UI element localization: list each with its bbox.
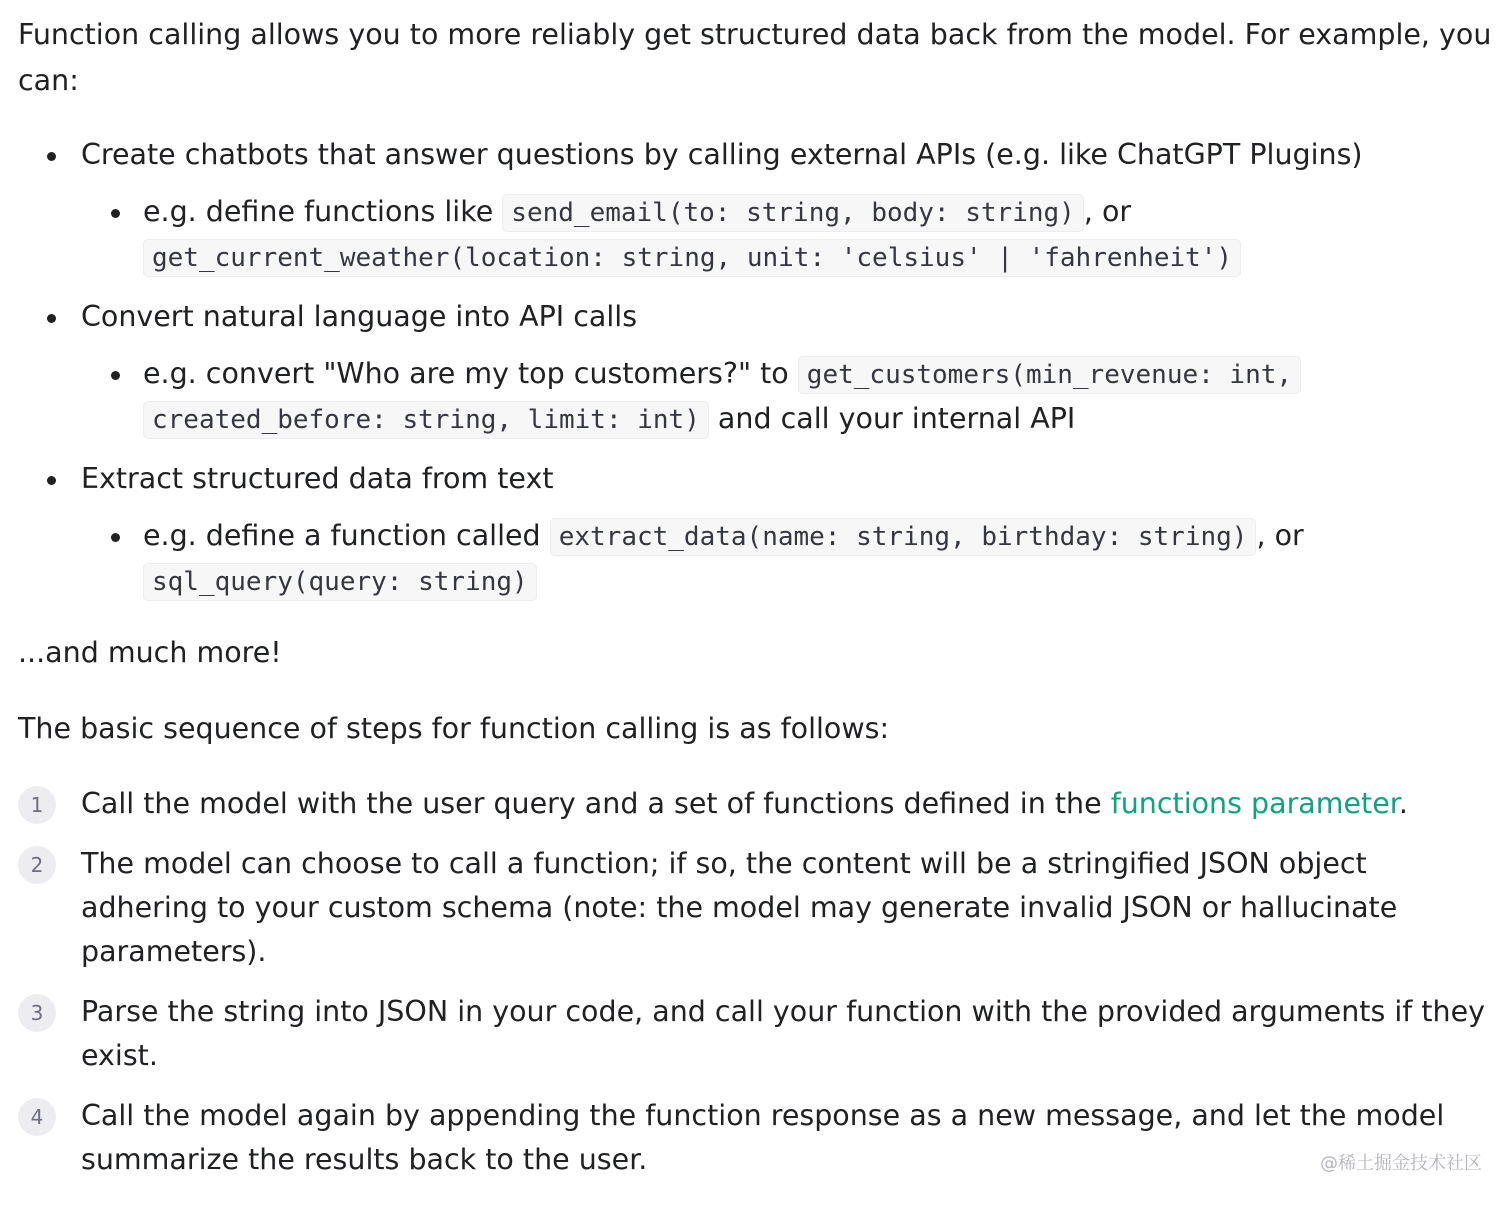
step-text-end: . — [1398, 787, 1408, 820]
step-3 — [18, 990, 1496, 1078]
example-item — [81, 352, 1496, 442]
use-case-label: Convert natural language into API calls — [81, 300, 638, 333]
step-number-badge: 3 — [18, 994, 56, 1032]
example-item — [81, 190, 1496, 280]
step-text: The model can choose to call a function; if so, the content will be a stringified JSON object adhering to your custom schema (note: the model may generate invalid JSON or hallucinate parameters). — [81, 847, 1398, 968]
code-extract-data: extract_data(name: string, birthday: string) — [550, 518, 1257, 556]
intro-paragraph: Function calling allows you to more reliably get structured data back from the model. For example, you can: — [18, 18, 1492, 97]
use-case-extract-data — [18, 456, 1496, 604]
use-case-examples — [81, 352, 1496, 442]
use-case-examples — [81, 514, 1496, 604]
use-case-chatbots — [18, 132, 1496, 280]
example-separator: , or — [1256, 519, 1304, 552]
step-2 — [18, 842, 1496, 974]
steps-list — [18, 782, 1496, 1182]
example-separator: , or — [1083, 195, 1132, 228]
use-case-label: Extract structured data from text — [81, 462, 554, 495]
example-item — [81, 514, 1496, 604]
use-case-api-calls — [18, 294, 1496, 442]
step-number-badge: 1 — [18, 786, 56, 824]
use-case-examples — [81, 190, 1496, 280]
example-prefix: e.g. convert "Who are my top customers?" to — [143, 357, 798, 390]
step-text: Call the model with the user query and a set of functions defined in the — [81, 787, 1111, 820]
and-much-more-text: ...and much more! — [18, 636, 282, 669]
step-1 — [18, 782, 1496, 826]
example-prefix: e.g. define functions like — [143, 195, 503, 228]
functions-parameter-link[interactable]: functions parameter — [1110, 787, 1399, 820]
step-text: Call the model again by appending the function response as a new message, and let the model summarize the results back to the user. — [81, 1099, 1445, 1176]
step-text: Parse the string into JSON in your code, and call your function with the provided arguments if they exist. — [81, 995, 1486, 1072]
step-number-badge: 4 — [18, 1098, 56, 1136]
example-suffix: and call your internal API — [708, 402, 1076, 435]
example-prefix: e.g. define a function called — [143, 519, 550, 552]
code-get-current-weather: get_current_weather(location: string, unit: 'celsius' | 'fahrenheit') — [143, 239, 1241, 277]
code-send-email: send_email(to: string, body: string) — [502, 194, 1084, 232]
step-number-badge: 2 — [18, 846, 56, 884]
use-case-list — [18, 132, 1496, 604]
doc-content — [18, 0, 1496, 1198]
watermark: @稀土掘金技术社区 — [1320, 1153, 1482, 1174]
code-sql-query: sql_query(query: string) — [143, 563, 537, 601]
code-get-customers: get_customers(min_revenue: int, created_before: string, limit: int) — [143, 356, 1301, 439]
sequence-intro: The basic sequence of steps for function calling is as follows: — [18, 712, 890, 745]
use-case-label: Create chatbots that answer questions by calling external APIs (e.g. like ChatGPT Plugins) — [81, 138, 1363, 171]
step-4 — [18, 1094, 1496, 1182]
